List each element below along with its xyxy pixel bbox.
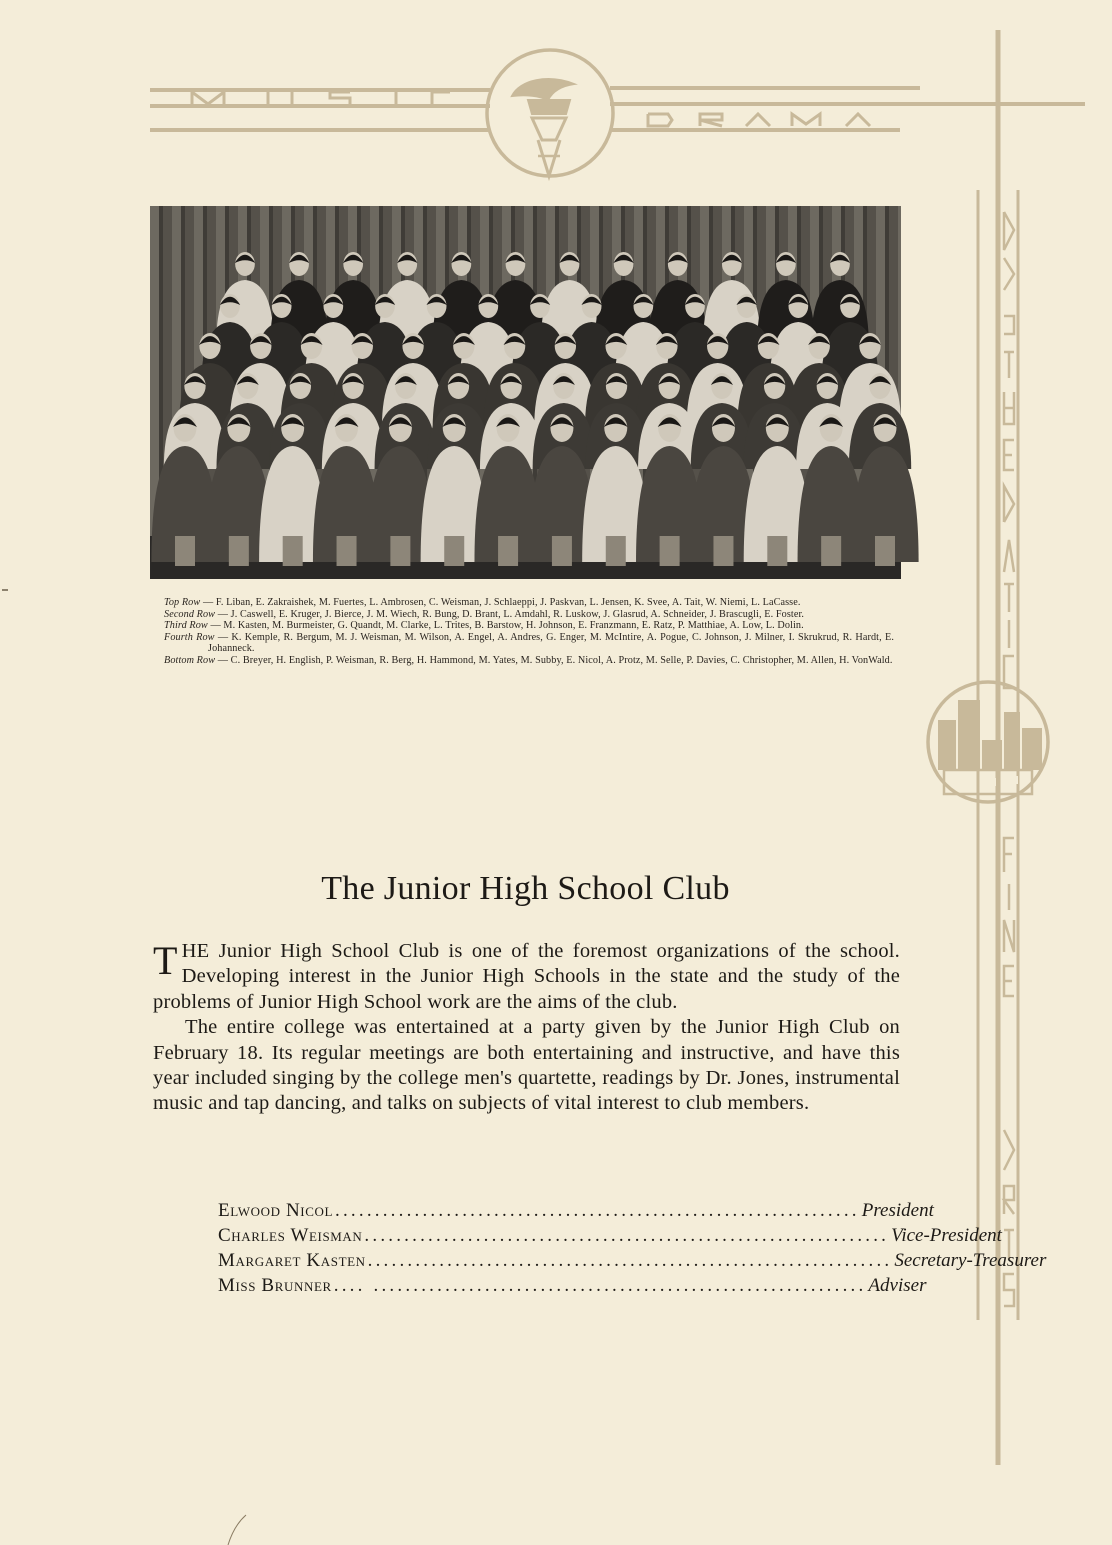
dot-leader: .................................................................. — [335, 1200, 860, 1221]
officer-name: Charles Weisman — [218, 1225, 363, 1246]
city-skyline-icon — [938, 700, 1042, 794]
caption-row-fourth — [164, 632, 894, 655]
officer-role: Vice-President — [891, 1225, 1002, 1246]
person-legs — [390, 536, 410, 566]
mathematics-letters — [1004, 212, 1014, 688]
officer-row — [218, 1198, 934, 1223]
dot-leader: .................................................................. — [367, 1250, 893, 1271]
caption-row-names: — C. Breyer, H. English, P. Weisman, R. Berg, H. Hammond, M. Yates, M. Subby, E. Nicol, A. Protz, M. Selle, P. Davies, C. Christopher, M. Allen, H. VonWald. — [217, 654, 893, 666]
officer-name: Elwood Nicol — [218, 1200, 334, 1221]
officer-role: President — [861, 1200, 934, 1221]
article-body — [153, 939, 900, 1117]
paragraph-1-text: HE Junior High School Club is one of the foremost organizations of the school. Developing interest in the Junior High Schools in the state and the study of the problems of Junior High School work are the aims of the club. — [153, 940, 900, 1013]
dot-leader: .... .............................................................. — [333, 1275, 867, 1296]
caption-row-names: — J. Caswell, E. Kruger, J. Bierce, J. M. Wiech, R. Bung, D. Brant, L. Amdahl, R. Luskow, J. Glasrud, A. Schneider, J. Brascugli, E. Foster. — [217, 608, 805, 620]
caption-row-label: Third Row — [164, 620, 208, 632]
person-legs — [229, 536, 249, 566]
page-title: The Junior High School Club — [321, 870, 730, 907]
officer-row — [218, 1273, 927, 1298]
officer-name: Miss Brunner — [218, 1275, 332, 1296]
fine-arts-letters — [1004, 838, 1014, 1306]
caption-row-names: — K. Kemple, R. Bergum, M. J. Weisman, M. Wilson, A. Engel, A. Andres, G. Enger, M. McIntire, A. Pogue, C. Johnson, J. Milner, I. Skrukrud, R. Hardt, E. Johanneck. — [208, 631, 894, 655]
caption-row-second — [164, 609, 894, 621]
drop-cap: T — [153, 938, 178, 983]
music-letters — [192, 92, 450, 106]
caption-row-label: Top Row — [164, 597, 201, 608]
person-legs — [821, 536, 841, 566]
officer-row — [218, 1248, 1047, 1273]
dot-leader: .................................................................. — [364, 1225, 890, 1246]
group-photo-icon — [150, 206, 901, 579]
officer-role: Secretary-Treasurer — [894, 1250, 1047, 1271]
caption-row-top — [164, 597, 894, 609]
person-legs — [283, 536, 303, 566]
drama-letters — [648, 114, 870, 126]
person-legs — [498, 536, 518, 566]
person-legs — [660, 536, 680, 566]
person-legs — [606, 536, 626, 566]
person-legs — [767, 536, 787, 566]
caption-row-names: — M. Kasten, M. Burmeister, G. Quandt, M. Clarke, L. Trites, B. Barstow, H. Johnson, E. Franzmann, E. Ratz, P. Matthiae, A. Low, L. Dolin. — [210, 620, 804, 632]
officer-list — [218, 1198, 1047, 1298]
group-photograph — [150, 206, 901, 579]
officer-name: Margaret Kasten — [218, 1250, 366, 1271]
caption-row-label: Bottom Row — [164, 654, 216, 666]
caption-row-third — [164, 620, 894, 632]
paragraph-2: The entire college was entertained at a party given by the Junior High Club on February 18. Its regular meetings are both entertaining and instructive, and have this year included singing by the college men's quartette, readings by Dr. Jones, instrumental music and tap dancing, and talks on subjects of vital interest to club members. — [153, 1016, 900, 1115]
person-legs — [175, 536, 195, 566]
person-legs — [337, 536, 357, 566]
person-legs — [875, 536, 895, 566]
caption-row-label: Fourth Row — [164, 631, 215, 643]
person-legs — [552, 536, 572, 566]
person-legs — [444, 536, 464, 566]
caption-row-bottom — [164, 655, 894, 667]
person-legs — [713, 536, 733, 566]
photo-caption — [164, 597, 894, 667]
caption-row-names: — F. Liban, E. Zakraishek, M. Fuertes, L. Ambrosen, C. Weisman, J. Schlaeppi, J. Paskvan, L. Jensen, K. Svee, A. Tait, W. Niemi, L. LaCasse. — [202, 597, 801, 608]
caption-row-label: Second Row — [164, 608, 216, 620]
officer-role: Adviser — [868, 1275, 927, 1296]
officer-row — [218, 1223, 1002, 1248]
paragraph-1 — [153, 939, 900, 1015]
torch-icon — [512, 79, 574, 176]
